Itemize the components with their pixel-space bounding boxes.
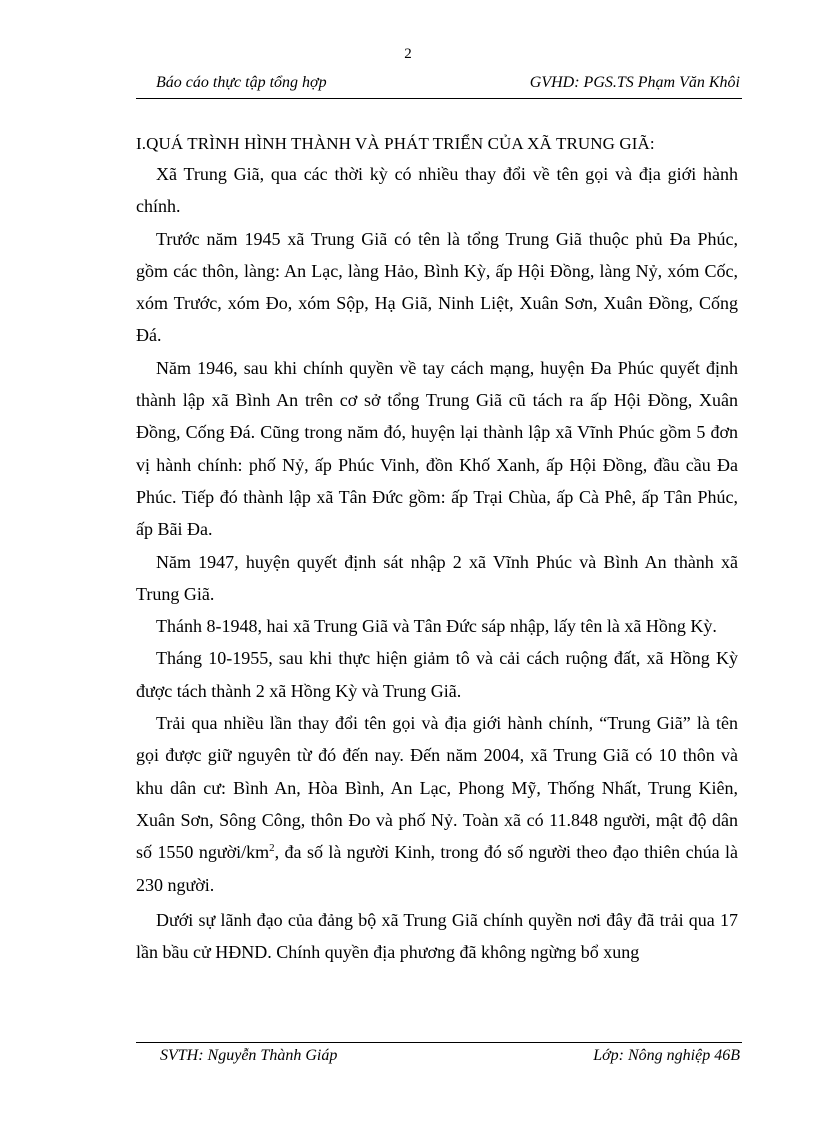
- paragraph-text-tail: , đa số là người Kinh, trong đó số người theo đạo thiên chúa là 230 người.: [136, 842, 738, 895]
- footer-class: Lớp: Nông nghiệp 46B: [593, 1047, 740, 1064]
- paragraph: Dưới sự lãnh đạo của đảng bộ xã Trung Giã chính quyền nơi đây đã trải qua 17 lần bầu cử HĐND. Chính quyền địa phương đã không ngừng bổ xung: [136, 909, 738, 963]
- paragraph-text: Trải qua nhiều lần thay đổi tên gọi và địa giới hành chính, “Trung Giã” là tên gọi được giữ nguyên từ đó đến nay. Đến năm 2004, xã Trung Giã có 10 thôn và khu dân cư: Bình An, Hòa Bình, An Lạc, Phong Mỹ, Thống Nhất, Trung Kiên, Xuân Sơn, Sông Công, thôn Đo và phố Nỷ. Toàn xã có 11.848 người, mật độ dân số 1550 người/km: [136, 713, 738, 863]
- superscript: 2: [269, 842, 275, 855]
- page-footer: [136, 1042, 742, 1067]
- paragraph: Năm 1946, sau khi chính quyền về tay cách mạng, huyện Đa Phúc quyết định thành lập xã Bình An trên cơ sở tổng Trung Giã cũ tách ra ấp Hội Đồng, Xuân Đồng, Cống Đá. Cũng trong năm đó, huyện lại thành lập xã Vĩnh Phúc gồm 5 đơn vị hành chính: phố Nỷ, ấp Phúc Vinh, đồn Khố Xanh, ấp Hội Đồng, đầu cầu Đa Phúc. Tiếp đó thành lập xã Tân Đức gồm: ấp Trại Chùa, ấp Cà Phê, ấp Tân Phúc, ấp Bãi Đa.: [136, 357, 738, 540]
- section-title: I.QUÁ TRÌNH HÌNH THÀNH VÀ PHÁT TRIỂN CỦA XÃ TRUNG GIÃ:: [136, 134, 655, 153]
- paragraph: [136, 707, 738, 901]
- paragraph: Trước năm 1945 xã Trung Giã có tên là tổng Trung Giã thuộc phủ Đa Phúc, gồm các thôn, làng: An Lạc, làng Hảo, Bình Kỳ, ấp Hội Đồng, làng Nỷ, xóm Cốc, xóm Trước, xóm Đo, xóm Sộp, Hạ Giã, Ninh Liệt, Xuân Sơn, Xuân Đồng, Cống Đá.: [136, 228, 738, 346]
- paragraph: Thánh 8-1948, hai xã Trung Giã và Tân Đức sáp nhập, lấy tên là xã Hồng Kỳ.: [156, 616, 717, 637]
- page-header: [136, 74, 742, 99]
- paragraph: Xã Trung Giã, qua các thời kỳ có nhiều thay đổi về tên gọi và địa giới hành chính.: [136, 164, 738, 217]
- footer-student: SVTH: Nguyễn Thành Giáp: [160, 1047, 338, 1064]
- header-report-title: Báo cáo thực tập tổng hợp: [156, 74, 327, 91]
- document-body: [136, 130, 738, 968]
- paragraph: Năm 1947, huyện quyết định sát nhập 2 xã Vĩnh Phúc và Bình An thành xã Trung Giã.: [136, 551, 738, 604]
- header-supervisor: GVHD: PGS.TS Phạm Văn Khôi: [529, 74, 740, 91]
- paragraph: Tháng 10-1955, sau khi thực hiện giảm tô và cải cách ruộng đất, xã Hồng Kỳ được tách thành 2 xã Hồng Kỳ và Trung Giã.: [136, 648, 738, 701]
- page-number: 2: [404, 46, 412, 62]
